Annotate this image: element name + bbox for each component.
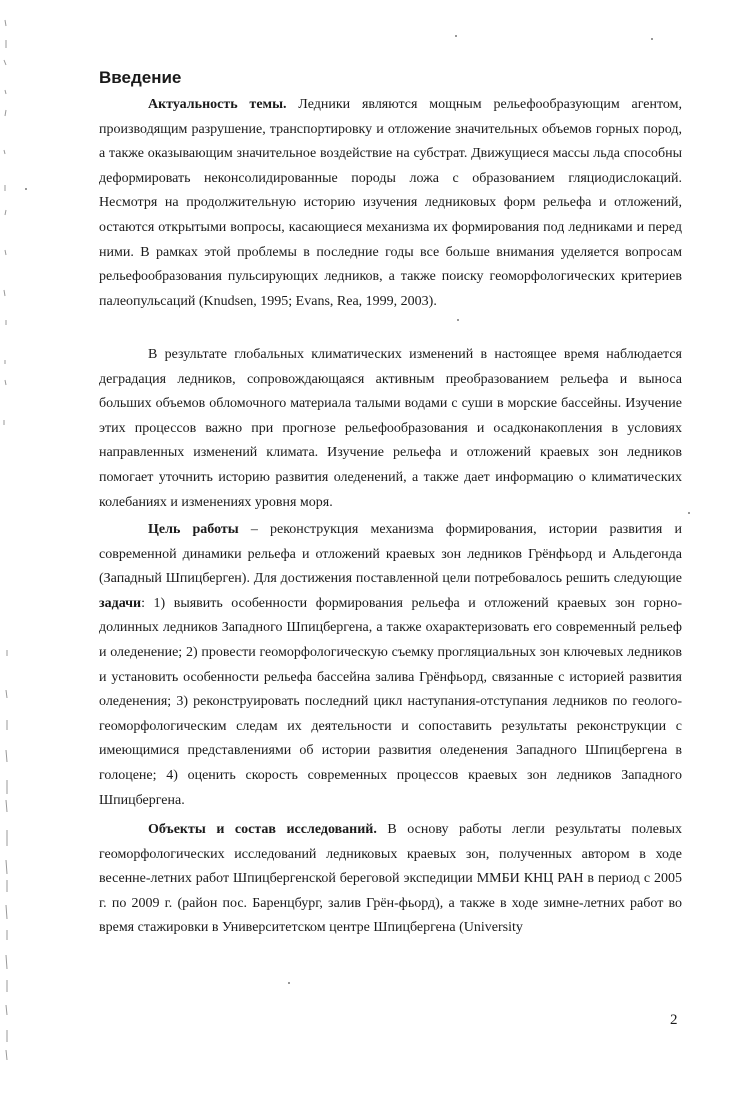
scan-speck bbox=[455, 35, 457, 37]
scan-speck bbox=[688, 512, 690, 514]
paragraph-text-tasks: : 1) выявить особенности формирования рельефа и отложений краевых зон горно-долинных ледников Западного Шпицбергена, а также охарактеризовать его современный рельеф и оледенение; 2) провести геоморфологическую съемку прогляциальных зон ключевых ледников и установить особенности рельефа бассейна залива Грёнфьорд, связанные с историей развития оледенения; 3) реконструировать последний цикл наступания-отступания ледников по геолого-геоморфологическим следам их деятельности и сопоставить результаты реконструкции с имеющимися представлениями об истории развития оледенения Западного Шпицбергена в голоцене; 4) оценить скорость современных процессов краевых зон ледников Западного Шпицбергена. bbox=[99, 595, 682, 808]
paragraph-objects bbox=[99, 818, 682, 941]
scan-speck bbox=[25, 188, 27, 190]
paragraph-relevance bbox=[99, 93, 682, 314]
page-number: 2 bbox=[670, 1012, 678, 1028]
paragraph-text: В основу работы легли результаты полевых геоморфологических исследований ледниковых краевых зон, полученных автором в ходе весенне-летних работ Шпицбергенской береговой экспедиции ММБИ КНЦ РАН в период с 2005 г. по 2009 г. (район пос. Баренцбург, залив Грён-фьорд), а также в ходе зимне-летних работ во время стажировки в Университетском центре Шпицбергена (University bbox=[99, 822, 682, 936]
scan-speck bbox=[651, 38, 653, 40]
scan-speck bbox=[288, 982, 290, 984]
paragraph-text: Ледники являются мощным рельефообразующим агентом, производящим разрушение, транспортировку и отложение значительных объемов горных пород, а также оказывающим значительное воздействие на субстрат. Движущиеся массы льда способны деформировать неконсолидированные породы ложа с образованием гляциодислокаций. Несмотря на продолжительную историю изучения ледниковых форм рельефа и отложений, остаются открытыми вопросы, касающиеся механизма их формирования под ледниками и перед ними. В рамках этой проблемы в последние годы все больше внимания уделяется вопросам рельефообразования пульсирующих ледников, а также поиску геоморфологических критериев палеопульсаций (Knudsen, 1995; Evans, Rea, 1999, 2003). bbox=[99, 97, 682, 309]
paragraph-lead-tasks: задачи bbox=[99, 595, 142, 611]
scan-speck bbox=[457, 319, 459, 321]
paragraph-climate bbox=[99, 343, 682, 515]
section-heading: Введение bbox=[99, 68, 182, 87]
paragraph-lead: Цель работы bbox=[148, 522, 239, 537]
paragraph-lead: Актуальность темы. bbox=[148, 97, 287, 112]
paragraph-text: В результате глобальных климатических изменений в настоящее время наблюдается деградация ледников, сопровождающаяся активным преобразованием рельефа и выноса больших объемов обломочного материала талыми водами с суши в морские бассейны. Изучение этих процессов важно при прогнозе рельефообразования и осадконакопления в условиях направленных изменений климата. Изучение рельефа и отложений краевых зон ледников помогает уточнить историю развития оледенений, а также дает информацию о климатических колебаниях и изменениях уровня моря. bbox=[99, 347, 682, 510]
scan-binding-edge bbox=[0, 0, 18, 1100]
paragraph-lead: Объекты и состав исследований. bbox=[148, 822, 377, 837]
paragraph-text: – реконструкция механизма формирования, истории развития и современной динамики рельефа и отложений краевых зон ледников Грёнфьорд и Альдегонда (Западный Шпицберген). Для достижения поставленной цели потребовалось решить следующие bbox=[99, 522, 682, 587]
paragraph-goal bbox=[99, 518, 682, 813]
